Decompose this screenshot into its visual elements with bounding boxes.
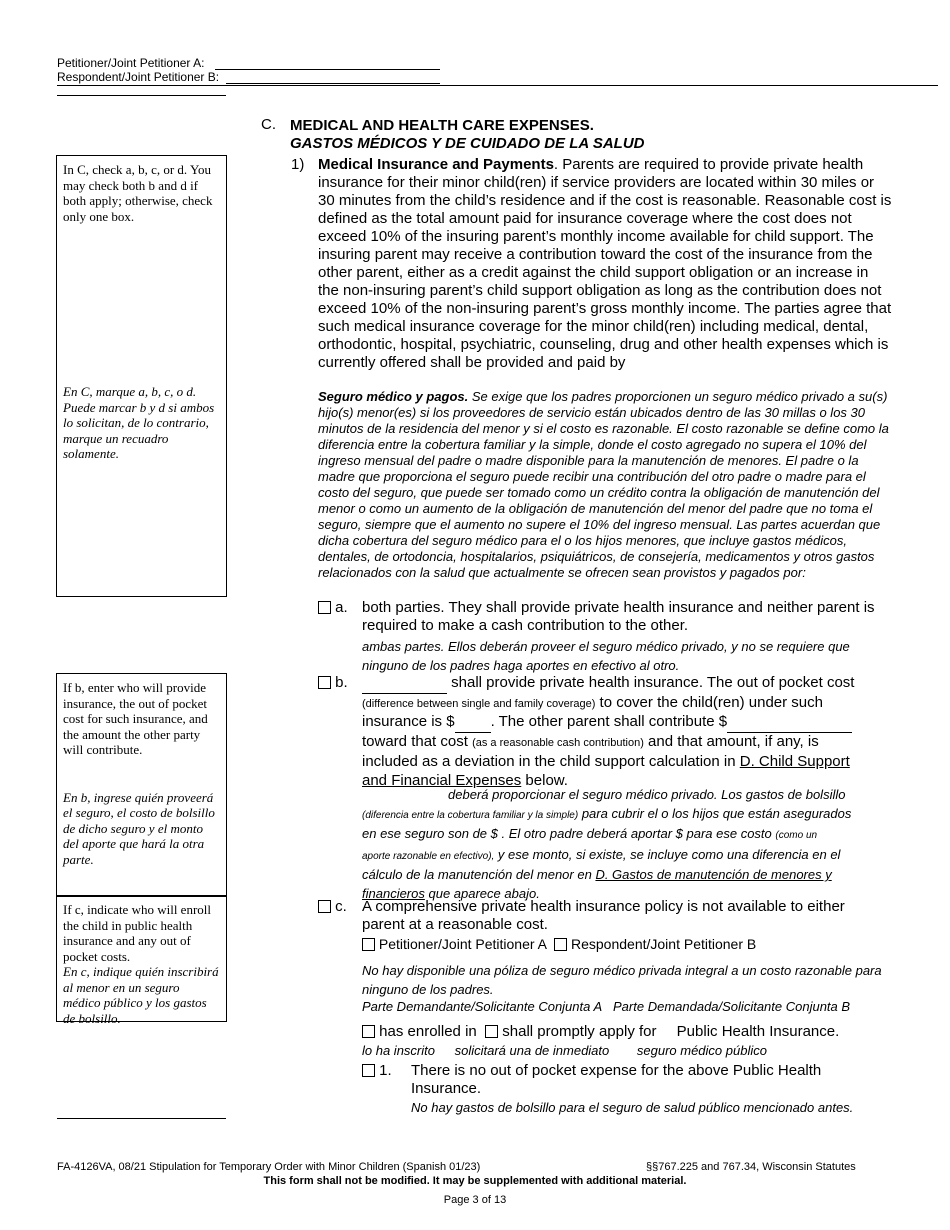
instruction-b-es: En b, ingrese quién proveerá el seguro, el costo de bolsillo de dicho seguro y el monto del aporte que hará la otra parte. (63, 789, 215, 867)
sidebar-bottom-rule (57, 1118, 226, 1119)
financieros-link[interactable]: financieros (362, 885, 425, 901)
sub1-es: No hay gastos de bolsillo para el seguro de salud público mencionado antes. (411, 1100, 854, 1115)
option-b-en1: shall provide private health insurance. The out of pocket cost (447, 674, 855, 691)
sub1-marker (362, 1062, 392, 1080)
instruction-b-en: If b, enter who will provide insurance, the out of pocket cost for such insurance, and the amount the other party will contribute. (63, 680, 208, 757)
item1-english (318, 156, 892, 372)
child-support-link[interactable]: D. Child Support (739, 752, 850, 770)
instruction-c-en: In C, check a, b, c, or d. You may check both b and d if both apply; otherwise, check only one box. (63, 162, 213, 224)
option-a-marker (318, 599, 348, 617)
respondent-label: Respondent/Joint Petitioner B: (57, 70, 220, 84)
option-b-en4b: and that amount, if any, is (643, 733, 819, 751)
option-b-es4-small: aporte razonable en efectivo), (362, 850, 495, 862)
party-a-es: Parte Demandante/Solicitante Conjunta A (362, 999, 603, 1014)
option-c-es: No hay disponible una póliza de seguro médico privada integral a un costo razonable para ninguno de los padres. (362, 963, 882, 997)
option-b-en2-small: (difference between single and family coverage) (362, 697, 596, 710)
respondent-name-line[interactable] (226, 83, 440, 84)
instruction-box-b (56, 673, 227, 896)
instruction-c2-es: En c, indique quién inscribirá al menor en un seguro médico público y los gastos de bolsillo. (63, 964, 219, 1026)
sub1-checkbox[interactable] (362, 1064, 375, 1077)
option-a-en: both parties. They shall provide private health insurance and neither parent is required to make a cash contribution to the other. (362, 599, 875, 634)
option-b-es (362, 786, 902, 904)
party-b-checkbox[interactable] (554, 938, 567, 951)
option-b-en (362, 674, 902, 790)
item-number: 1) (291, 156, 305, 173)
option-b-es6: que aparece abajo. (424, 885, 540, 901)
enrolled-label: has enrolled in (379, 1023, 477, 1040)
option-b-en3a: insurance is $ (362, 713, 455, 731)
insurer-name-field[interactable] (362, 674, 447, 694)
item1-heading-en: Medical Insurance and Payments (318, 156, 554, 173)
apply-label: shall promptly apply for (502, 1023, 657, 1040)
option-b-en2: to cover the child(ren) under such (595, 693, 823, 711)
option-b-checkbox[interactable] (318, 676, 331, 689)
financial-expenses-link[interactable]: and Financial Expenses (362, 771, 522, 789)
footer-notice: This form shall not be modified. It may be supplemented with additional material. (263, 1175, 687, 1187)
instruction-c2-en: If c, indicate who will enroll the child in public health insurance and any out of pocket costs. (63, 902, 212, 964)
option-b-en5: included as a deviation in the child support calculation in (362, 752, 740, 770)
instruction-c-es: En C, marque a, b, c, o d. Puede marcar b y d si ambos lo solicitan, de lo contrario, marque un recuadro solamente. (63, 384, 215, 461)
footer-form-id: FA-4126VA, 08/21 Stipulation for Temporary Order with Minor Children (Spanish 01/23) (57, 1161, 481, 1173)
party-a-label: Petitioner/Joint Petitioner A (378, 936, 547, 952)
option-c-letter: c. (335, 898, 347, 915)
petitioner-name-line[interactable] (215, 69, 440, 70)
party-a-checkbox[interactable] (362, 938, 375, 951)
footer-statutes: §§767.225 and 767.34, Wisconsin Statutes (646, 1161, 856, 1173)
option-a-letter: a. (335, 599, 348, 616)
header-petitioner (57, 56, 204, 70)
option-b-es4: y ese monto, si existe, se incluye como una diferencia en el (494, 846, 841, 862)
option-b-es2: para cubrir el o los hijos que están asegurados (578, 805, 852, 821)
option-b-marker (318, 674, 348, 692)
option-c-party-es-row (362, 999, 850, 1015)
option-b-letter: b. (335, 674, 348, 691)
sidebar-top-rule (57, 95, 226, 96)
section-title-es: GASTOS MÉDICOS Y DE CUIDADO DE LA SALUD (290, 135, 645, 152)
sub1-number: 1. (379, 1062, 392, 1079)
option-b-en3b: . The other parent shall contribute $ (490, 713, 728, 731)
option-c-checkbox[interactable] (318, 900, 331, 913)
header-rule (57, 85, 938, 86)
item1-heading-es: Seguro médico y pagos. (318, 389, 469, 404)
contribution-field[interactable] (727, 713, 852, 733)
section-letter: C. (261, 116, 276, 133)
petitioner-label: Petitioner/Joint Petitioner A: (57, 56, 205, 70)
sub1-en: There is no out of pocket expense for the above Public Health Insurance. (411, 1062, 822, 1097)
section-title-en: MEDICAL AND HEALTH CARE EXPENSES. (290, 117, 594, 134)
enrolled-es: lo ha inscrito (362, 1043, 435, 1058)
option-b-en6: below. (521, 771, 568, 789)
apply-checkbox[interactable] (485, 1025, 498, 1038)
item1-spanish (318, 389, 890, 581)
option-b-es1: deberá proporcionar el seguro médico privado. Los gastos de bolsillo (448, 787, 846, 802)
option-c-party-row (362, 936, 756, 952)
footer-page-number: Page 3 of 13 (443, 1194, 507, 1206)
insurance-cost-field[interactable] (455, 713, 491, 733)
option-a-es: ambas partes. Ellos deberán proveer el seguro médico privado, y no se requiere que ninguno de los padres haga aportes en efectivo al otro. (362, 639, 850, 673)
option-c-en: A comprehensive private health insurance policy is not available to either parent at a reasonable cost. (362, 898, 845, 933)
party-b-es: Parte Demandada/Solicitante Conjunta B (613, 999, 851, 1014)
option-c-marker (318, 898, 347, 916)
option-a-checkbox[interactable] (318, 601, 331, 614)
option-b-es3: en ese seguro son de $ . El otro padre deberá aportar $ para ese costo (362, 826, 776, 842)
option-b-es5: cálculo de la manutención del menor en (362, 867, 596, 883)
option-b-en4-small: (as a reasonable cash contribution) (472, 737, 644, 750)
option-b-es2-small: (diferencia entre la cobertura familiar y la simple) (362, 809, 579, 821)
enrolled-checkbox[interactable] (362, 1025, 375, 1038)
item1-body-es: Se exige que los padres proporcionen un seguro médico privado a su(s) hijo(s) menor(es) si los proveedores de servicio están ubicados dentro de las 30 millas o los 30 minutos de la residencia del menor y si el costo es razonable. El costo razonable se define como la diferencia entre la cobertura familiar y la simple, donde el costo agregado no supera el 10% del ingreso mensual del padre o madre disponible para la manutención de menores. El padre o la madre que proporciona el seguro puede recibir una contribución del otro padre o madre para el costo del seguro, que puede ser tomado como un crédito contra la obligación de manutención del menor o como un aumento de la obligación de manutención del menor del padre que no toma el seguro, siempre que el aumento no supere el 10% del ingreso mensual. Las partes acuerdan que dicha cobertura del seguro médico para el o los hijos menores, que incluye gastos médicos, dentales, de ortodoncia, hospitalarios, psiquiátricos, de consejería, medicamentos y otros gastos relacionados con la salud que actualmente se ofrecen sean provistos y pagados por: (318, 389, 889, 580)
instruction-box-c (56, 155, 227, 597)
option-b-es3-small: (como un (775, 830, 818, 842)
public-insurance-es-row (362, 1043, 767, 1059)
public-label: Public Health Insurance. (676, 1023, 840, 1040)
gastos-manutencion-link[interactable]: D. Gastos de manutención de menores y (595, 867, 832, 883)
public-es: seguro médico público (636, 1043, 767, 1058)
party-b-label: Respondent/Joint Petitioner B (571, 936, 757, 952)
header-respondent (57, 70, 219, 84)
item1-body-en: . Parents are required to provide private health insurance for their minor child(ren) if service providers are located within 30 miles or 30 minutes from the child’s residence and if the cost is reasonable. Reasonable cost is defined as the total amount paid for insurance coverage where the cost does not exceed 10% of the insuring parent’s monthly income available for child support. The insuring parent may receive a contribution toward the cost of the insurance from the other parent, either as a credit against the child support obligation or an increase in the non-insuring parent’s child support obligation as long as the contribution does not exceed 10% of the non-insuring parent’s gross monthly income. The parties agree that such medical insurance coverage for the minor child(ren) including medical, dental, orthodontic, hospital, psychiatric, counseling, drug and other health expenses which is currently offered shall be provided and paid by (318, 156, 892, 371)
instruction-box-c2 (56, 896, 227, 1026)
apply-es: solicitará una de inmediato (454, 1043, 610, 1058)
public-insurance-row (362, 1023, 839, 1041)
option-b-en4a: toward that cost (362, 733, 473, 751)
